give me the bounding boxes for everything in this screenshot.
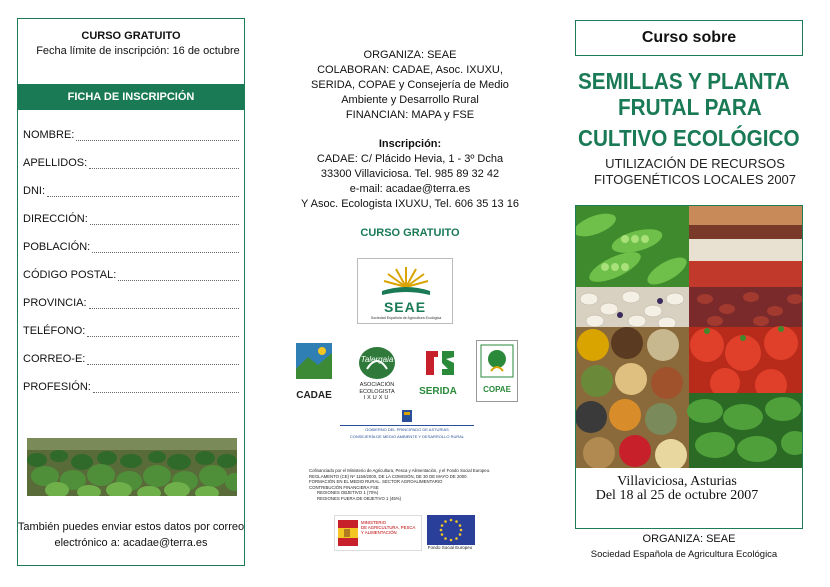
field-line — [90, 215, 239, 225]
ixuxu-logo-text: Talergaia — [360, 355, 394, 364]
asturias-line2: CONSEJERÍA DE MEDIO AMBIENTE Y DESARROLLO RURAL — [349, 434, 465, 439]
registration-form-heading: FICHA DE INSCRIPCIÓN — [18, 84, 244, 110]
seae-logo-word: SEAE — [383, 299, 427, 315]
copae-logo — [476, 340, 518, 402]
form-field-profesion[interactable] — [23, 379, 239, 393]
registration-line: 33300 Villaviciosa. Tel. 985 89 32 42 — [320, 168, 500, 180]
field-label: CÓDIGO POSTAL: — [23, 269, 117, 281]
cadae-logo — [292, 343, 336, 387]
cadae-caption: CADAE — [296, 390, 332, 401]
org-line: SERIDA, COPAE y Consejería de Medio — [311, 79, 509, 91]
form-field-poblacion[interactable] — [23, 239, 239, 253]
org-line: ORGANIZA: SEAE — [363, 49, 457, 61]
org-line: Ambiente y Desarrollo Rural — [341, 94, 479, 106]
field-line — [93, 383, 239, 393]
course-location: Villaviciosa, Asturias — [617, 474, 737, 489]
course-subtitle-line1: UTILIZACIÓN DE RECURSOS — [605, 156, 785, 171]
right-organizer: ORGANIZA: SEAE — [642, 533, 736, 545]
registration-line: CADAE: C/ Plácido Hevia, 1 - 3º Dcha — [316, 153, 504, 165]
vegetable-field-photo — [27, 438, 237, 496]
course-subtitle-line2: FITOGENÉTICOS LOCALES 2007 — [593, 172, 797, 187]
field-line — [89, 299, 239, 309]
course-title-line2: FRUTAL PARA — [618, 94, 762, 120]
field-line — [89, 159, 239, 169]
field-line — [47, 187, 239, 197]
ministerio-line: Y ALIMENTACIÓN — [361, 530, 397, 535]
form-field-telefono[interactable] — [23, 323, 239, 337]
asturias-government-logo — [340, 410, 474, 446]
field-line — [76, 131, 239, 141]
ixuxu-caption — [352, 382, 402, 402]
ixuxu-caption-line: IXUXU — [363, 395, 391, 401]
registration-heading: Inscripción: — [378, 138, 442, 150]
registration-line: e-mail: acadae@terra.es — [349, 183, 471, 195]
form-field-provincia[interactable] — [23, 295, 239, 309]
cofin-line: CONTRIBUCIÓN FINANCIERA FSE — [309, 484, 379, 490]
field-label: APELLIDOS: — [23, 157, 88, 169]
field-label: PROFESIÓN: — [23, 381, 91, 393]
field-line — [87, 327, 239, 337]
field-label: CORREO-E: — [23, 353, 86, 365]
org-line: COLABORAN: CADAE, Asoc. IXUXU, — [317, 64, 503, 76]
copae-text: COPAE — [483, 385, 511, 394]
cofin-line: REGIONES FUERA DE OBJETIVO 1 (45%) — [317, 495, 402, 501]
ministerio-line: MINISTERIO — [361, 520, 387, 525]
field-label: PROVINCIA: — [23, 297, 87, 309]
email-footer-line1: También puedes enviar estos datos por correo — [17, 521, 245, 533]
form-field-nombre[interactable] — [23, 127, 239, 141]
cofin-line: REGLAMENTO (CE) Nº 1159/2000, DE LA COMISIÓN, DE 30 DE MAYO DE 2000. — [309, 473, 468, 479]
field-label: DNI: — [23, 185, 45, 197]
ixuxu-logo — [357, 345, 397, 381]
registration-line: Y Asoc. Ecologista IXUXU, Tel. 606 35 13 16 — [301, 198, 519, 210]
left-free-course-title: CURSO GRATUITO — [81, 30, 181, 42]
course-dates: Del 18 al 25 de octubre 2007 — [595, 488, 759, 503]
registration-deadline: Fecha límite de inscripción: 16 de octubre — [36, 45, 240, 57]
form-field-direccion[interactable] — [23, 211, 239, 225]
form-field-codigo-postal[interactable] — [23, 267, 239, 281]
cofin-line: REGIONES OBJETIVO 1 (70%) — [317, 490, 379, 496]
seae-logo-sub: Sociedad Española de Agricultura Ecológica — [370, 316, 442, 320]
ministerio-text — [361, 520, 415, 535]
course-location-and-dates — [575, 475, 779, 503]
organizers-block — [280, 48, 540, 123]
field-label: TELÉFONO: — [23, 325, 86, 337]
cofin-line: Cofinanciado por el Ministerio de Agricultura, Pesca y Alimentación, y el Fondo Social Europeo. — [309, 468, 491, 473]
curso-sobre-box: Curso sobre — [575, 20, 803, 56]
email-footer-line2: electrónico a: acadae@terra.es — [54, 537, 208, 549]
field-label: DIRECCIÓN: — [23, 213, 88, 225]
field-label: NOMBRE: — [23, 129, 75, 141]
right-organizer-society: Sociedad Española de Agricultura Ecológica — [590, 549, 778, 560]
org-line: FINANCIAN: MAPA y FSE — [345, 109, 475, 121]
form-field-dni[interactable] — [23, 183, 239, 197]
serida-caption: SERIDA — [419, 386, 457, 397]
eu-flag-logo — [427, 515, 475, 545]
free-course-label: CURSO GRATUITO — [360, 227, 460, 239]
cofin-line: FORMACIÓN EN EL MEDIO RURAL. SECTOR AGROALIMENTARIO — [309, 479, 443, 485]
seae-logo — [357, 258, 453, 324]
serida-logo — [420, 345, 460, 381]
registration-info — [280, 137, 540, 212]
ministerio-line: DE AGRICULTURA, PESCA — [361, 525, 416, 530]
cofinanciado-text — [309, 468, 531, 502]
form-field-correo[interactable] — [23, 351, 239, 365]
email-footer — [17, 519, 245, 551]
field-line — [87, 355, 239, 365]
field-label: POBLACIÓN: — [23, 241, 91, 253]
form-field-apellidos[interactable] — [23, 155, 239, 169]
asturias-line1: GOBIERNO DEL PRINCIPADO DE ASTURIAS — [340, 425, 474, 432]
ixuxu-caption-line: ASOCIACIÓN — [359, 382, 395, 388]
fse-caption: Fondo Social Europeo — [427, 545, 473, 550]
course-title-line3: CULTIVO ECOLÓGICO — [578, 125, 800, 151]
ixuxu-caption-line: ECOLOGISTA — [359, 388, 395, 395]
field-line — [92, 243, 239, 253]
field-line — [118, 271, 239, 281]
course-title-line1: SEMILLAS Y PLANTA — [578, 68, 790, 94]
